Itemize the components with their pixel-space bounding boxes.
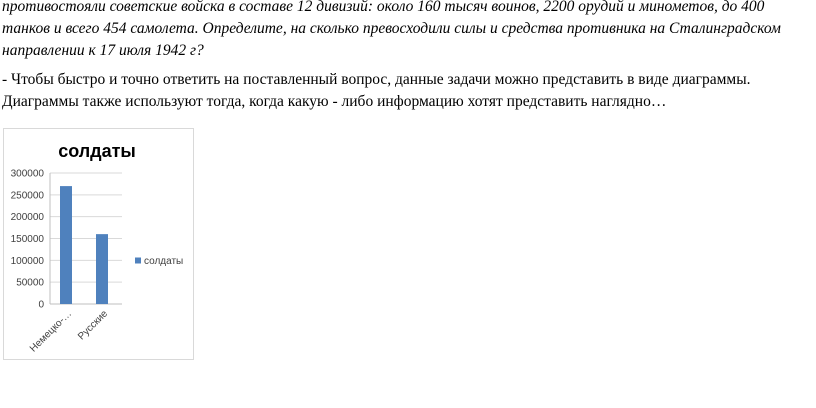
explanation-paragraph [2,69,751,113]
chart-frame [3,128,194,360]
bar-1 [60,186,72,304]
x-category-label: Немецко-… [27,308,75,355]
legend-label: солдаты [144,256,184,267]
y-tick-label: 100000 [10,255,44,267]
y-tick-label: 200000 [10,212,44,224]
bar-chart [4,129,195,361]
chart-title: солдаты [58,141,136,161]
y-tick-label: 0 [38,299,44,311]
y-tick-label: 150000 [10,234,44,245]
task-line-1: противостояли советские войска в составе 12 дивизий: около 160 тысяч воинов, 2200 орудий и минометов, до 400 [2,0,765,15]
task-line-2: танков и всего 454 самолета. Определите, на сколько превосходили силы и средства противника на Сталинградском [2,20,781,37]
y-tick-label: 50000 [16,277,44,289]
x-category-label: Русские [76,308,111,343]
explanation-line-2: Диаграммы также используют тогда, когда какую - либо информацию хотят представить наглядно… [2,93,667,110]
task-line-3: направлении к 17 июля 1942 г? [2,42,204,59]
task-paragraph [2,0,781,62]
y-tick-label: 250000 [10,190,44,202]
bar-2 [96,234,108,304]
explanation-line-1: - Чтобы быстро и точно ответить на поставленный вопрос, данные задачи можно представить в виде диаграммы. [2,71,751,88]
legend-swatch [135,258,141,264]
y-tick-label: 300000 [10,168,44,180]
